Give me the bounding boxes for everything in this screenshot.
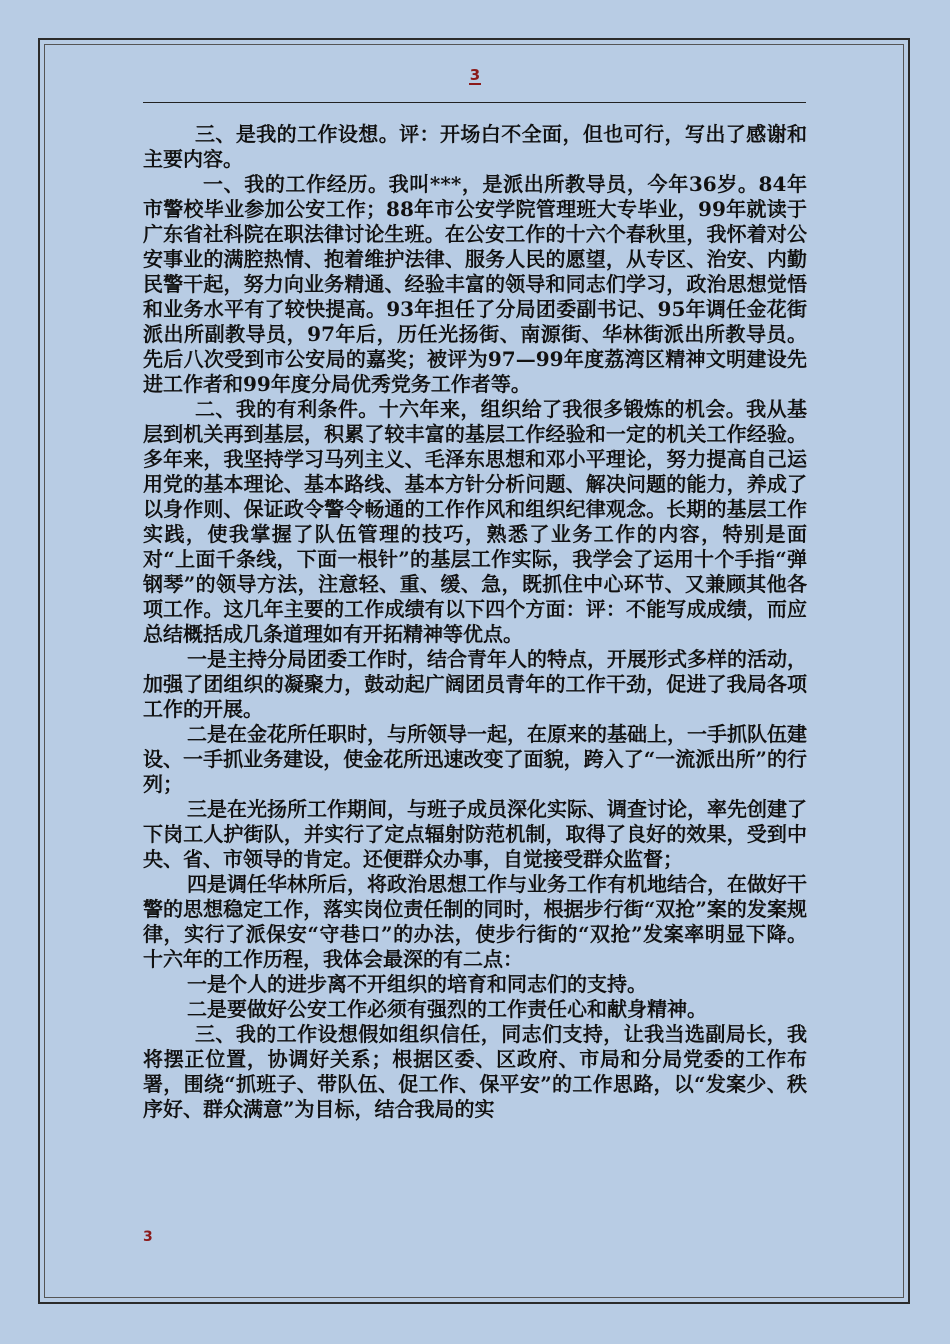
paragraph-advantages: 二、我的有利条件。十六年来，组织给了我很多锻炼的机会。我从基层到机关再到基层，积累了较丰富的基层工作经验和一定的机关工作经验。多年来，我坚持学习马列主义、毛泽东思想和邓小平理论，努力提高自己运用党的基本理论、基本路线、基本方针分析问题、解决问题的能力，养成了以身作则、保证政令警令畅通的工作作风和组织纪律观念。长期的基层工作实践，使我掌握了队伍管理的技巧，熟悉了业务工作的内容，特别是面对“上面千条线，下面一根针”的基层工作实际，我学会了运用十个手指“弹钢琴”的领导方法，注意轻、重、缓、急，既抓住中心环节、又兼顾其他各项工作。这几年主要的工作成绩有以下四个方面：评：不能写成成绩，而应总结概括成几条道理如有开拓精神等优点。 — [143, 397, 807, 646]
paragraph-achievement-4: 四是调任华林所后，将政治思想工作与业务工作有机地结合，在做好干警的思想稳定工作，落实岗位责任制的同时，根据步行街“双抢”案的发案规律，实行了派保安“守巷口”的办法，使步行街的“双抢”发案率明显下降。十六年的工作历程，我体会最深的有二点： — [143, 872, 807, 971]
paragraph-achievement-3: 三是在光扬所工作期间，与班子成员深化实际、调查讨论，率先创建了下岗工人护街队，并实行了定点辐射防范机制，取得了良好的效果，受到中央、省、市领导的肯定。还便群众办事，自觉接受群众监督； — [143, 797, 807, 871]
header-rule — [143, 102, 806, 103]
paragraph-work-history: 一、我的工作经历。我叫***，是派出所教导员，今年36岁。84年市警校毕业参加公安工作；88年市公安学院管理班大专毕业，99年就读于广东省社科院在职法律讨论生班。在公安工作的十六个春秋里，我怀着对公安事业的满腔热情、抱着维护法律、服务人民的愿望，从专区、治安、内勤民警干起，努力向业务精通、经验丰富的领导和同志们学习，政治思想觉悟和业务水平有了较快提高。93年担任了分局团委副书记、95年调任金花街派出所副教导员，97年后，历任光扬街、南源街、华林街派出所教导员。先后八次受到市公安局的嘉奖；被评为97—99年度荔湾区精神文明建设先进工作者和99年度分局优秀党务工作者等。 — [143, 172, 807, 396]
header-page-number-text: 3 — [469, 66, 481, 84]
paragraph-achievement-2: 二是在金花所任职时，与所领导一起，在原来的基础上，一手抓队伍建设、一手抓业务建设，使金花所迅速改变了面貌，跨入了“一流派出所”的行列； — [143, 722, 807, 796]
paragraph-lesson-2: 二是要做好公安工作必须有强烈的工作责任心和献身精神。 — [187, 997, 707, 1021]
paragraph-intro-summary: 三、是我的工作设想。评：开场白不全面，但也可行，写出了感谢和主要内容。 — [143, 122, 807, 171]
footer-page-number: 3 — [143, 1229, 153, 1245]
paragraph-achievement-1: 一是主持分局团委工作时，结合青年人的特点，开展形式多样的活动，加强了团组织的凝聚力，鼓动起广阔团员青年的工作干劲，促进了我局各项工作的开展。 — [143, 647, 807, 721]
document-body — [143, 122, 807, 1122]
paragraph-lesson-1: 一是个人的进步离不开组织的培育和同志们的支持。 — [187, 972, 647, 996]
header-page-number — [0, 66, 950, 85]
paragraph-work-plan: 三、我的工作设想假如组织信任，同志们支持，让我当选副局长，我将摆正位置，协调好关系；根据区委、区政府、市局和分局党委的工作布署，围绕“抓班子、带队伍、促工作、保平安”的工作思路，以“发案少、秩序好、群众满意”为目标，结合我局的实 — [143, 1022, 807, 1121]
